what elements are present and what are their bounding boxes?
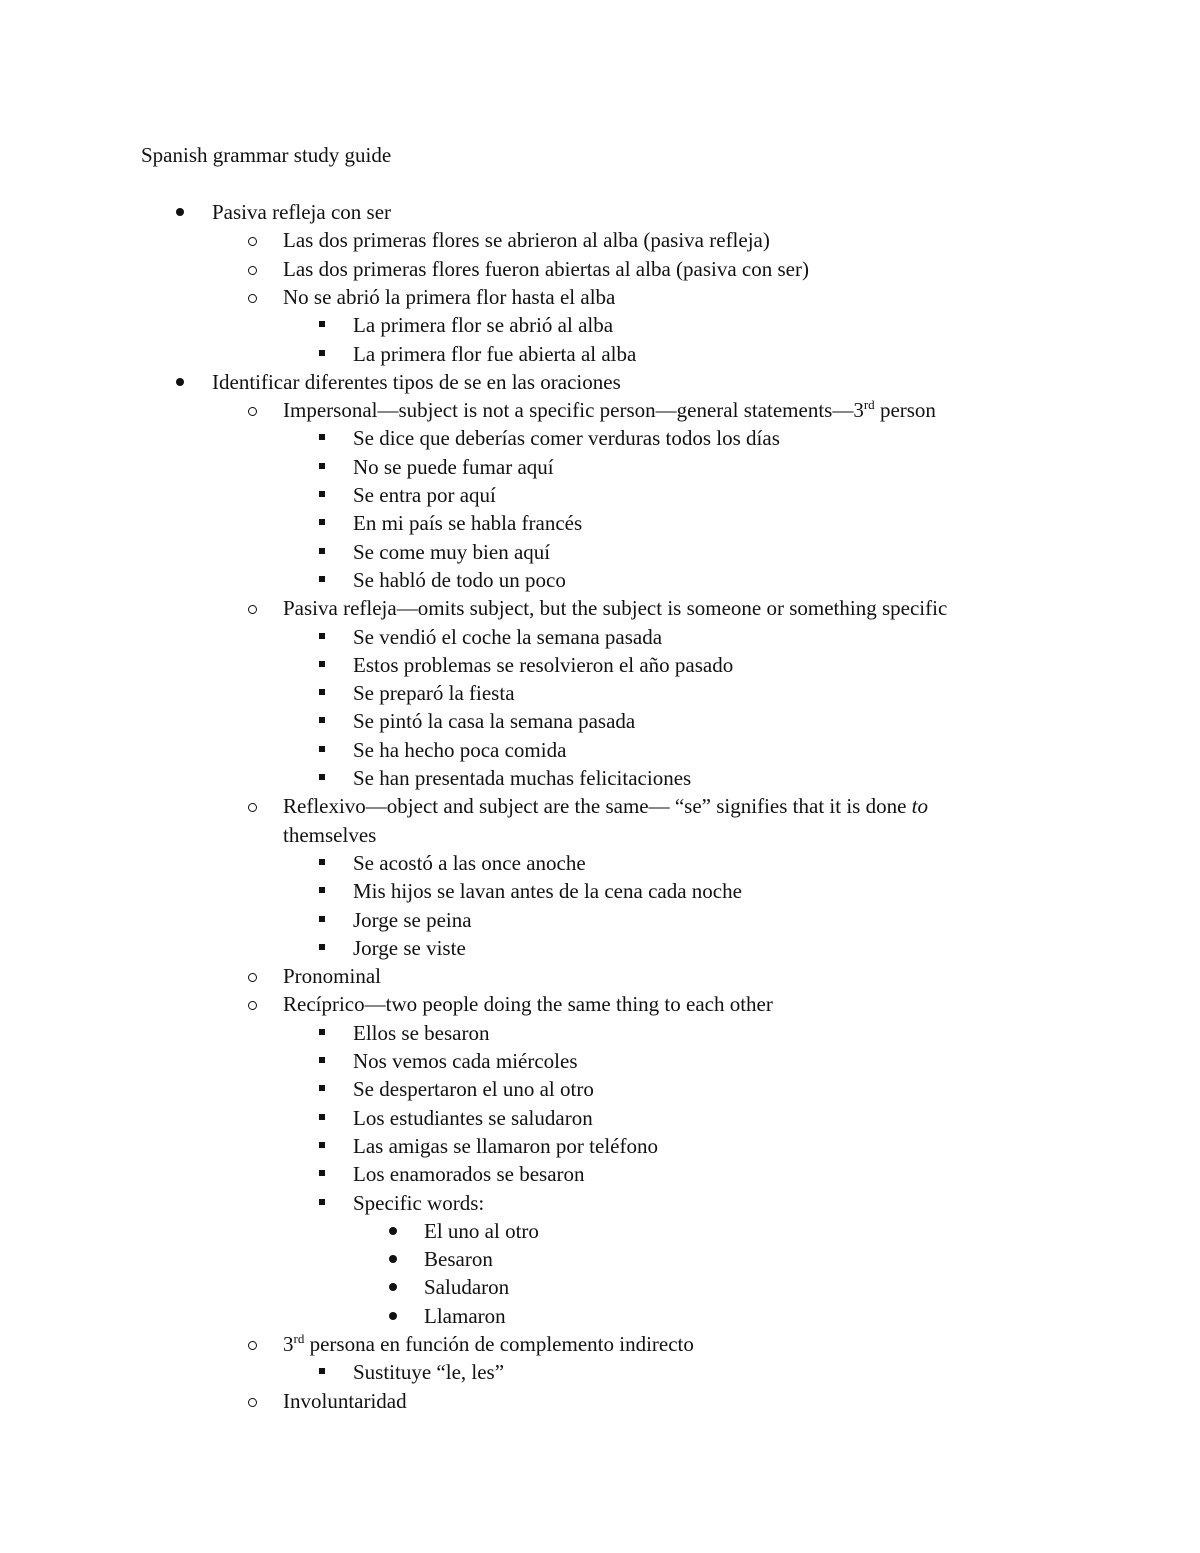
- outline-item-level-3: [0, 538, 1200, 566]
- outline-item-level-3: [0, 877, 1200, 905]
- outline-item-text: [353, 453, 554, 481]
- item-text-main: 3: [283, 1332, 294, 1356]
- outline-item-text: [283, 594, 947, 622]
- item-text-main: Jorge se peina: [353, 907, 472, 932]
- outline-item-level-4: [0, 1302, 1200, 1330]
- outline-item-level-2: [0, 255, 1200, 283]
- outline-item-text: [212, 198, 391, 226]
- item-text-main: La primera flor se abrió al alba: [353, 313, 614, 338]
- page-title: Spanish grammar study guide: [141, 143, 392, 167]
- outline-item-level-3: [0, 453, 1200, 481]
- item-text-main: Las dos primeras flores fueron abiertas al alba (pasiva con ser): [283, 256, 809, 281]
- outline-item-text: [283, 990, 773, 1018]
- outline-item-level-3: [0, 424, 1200, 452]
- outline-item-text: [353, 707, 635, 735]
- outline-item-level-1: [0, 368, 1200, 396]
- outline-item-text: [353, 1019, 489, 1047]
- outline-item-level-3: [0, 1047, 1200, 1075]
- outline-item-level-3: [0, 736, 1200, 764]
- outline-item-level-4: [0, 1245, 1200, 1273]
- item-text-main: No se abrió la primera flor hasta el alba: [283, 284, 616, 309]
- outline-item-text: [353, 1047, 578, 1075]
- outline-item-text: [424, 1217, 539, 1245]
- outline-item-level-3: [0, 906, 1200, 934]
- item-text-main: Besaron: [424, 1247, 493, 1272]
- outline-item-text: [353, 1358, 504, 1386]
- item-text-main: No se puede fumar aquí: [353, 454, 554, 479]
- outline-item-level-2: [0, 396, 1200, 424]
- outline-item-level-2: [0, 283, 1200, 311]
- outline-item-level-2: [0, 226, 1200, 254]
- outline-item-level-4: [0, 1273, 1200, 1301]
- outline-item-text: [424, 1245, 493, 1273]
- item-text-main: Se come muy bien aquí: [353, 539, 551, 564]
- item-text-main: Recíprico—two people doing the same thing to each other: [283, 992, 773, 1017]
- emphasized-word: to: [911, 794, 928, 819]
- outline-item-text: [353, 340, 636, 368]
- outline-item-level-3: [0, 849, 1200, 877]
- item-text-main: Se habló de todo un poco: [353, 567, 566, 592]
- item-text-main: Reflexivo—object and subject are the same— “se” signifies that it is done: [283, 794, 912, 819]
- outline-item-text: [283, 255, 809, 283]
- outline-item-level-3: [0, 707, 1200, 735]
- item-text-main: Se despertaron el uno al otro: [353, 1077, 594, 1102]
- outline-item-level-3: [0, 623, 1200, 651]
- outline-item-level-3: [0, 1358, 1200, 1386]
- outline-item-text: [353, 623, 662, 651]
- outline-item-level-3: [0, 934, 1200, 962]
- outline-item-text: [353, 1132, 658, 1160]
- outline-item-text: [353, 1075, 594, 1103]
- outline-item-text: [353, 679, 515, 707]
- outline-item-text: [353, 849, 586, 877]
- outline-item-text: [353, 311, 613, 339]
- item-text-main: Specific words:: [353, 1190, 485, 1215]
- item-text-main: La primera flor fue abierta al alba: [353, 341, 637, 366]
- outline-item-text: [353, 934, 466, 962]
- outline-item-text: [353, 906, 472, 934]
- outline-item-level-3: [0, 1019, 1200, 1047]
- outline-item-level-2: [0, 792, 1200, 820]
- item-text-main: Impersonal—subject is not a specific person—general statements—3: [283, 398, 864, 423]
- item-text-main: Involuntaridad: [283, 1388, 407, 1413]
- outline-item-text: [353, 481, 496, 509]
- item-text-main: Se han presentada muchas felicitaciones: [353, 766, 692, 790]
- outline-item-level-3: [0, 566, 1200, 594]
- outline-item-level-2: [0, 1330, 1200, 1358]
- outline-item-level-2: [0, 990, 1200, 1018]
- outline-item-text: [283, 792, 928, 820]
- outline-item-text: [353, 424, 780, 452]
- item-text-main: Las amigas se llamaron por teléfono: [353, 1133, 658, 1158]
- outline-item-text: [353, 736, 566, 764]
- item-text-main: Las dos primeras flores se abrieron al alba (pasiva refleja): [283, 228, 770, 253]
- item-text-main: Se ha hecho poca comida: [353, 737, 567, 762]
- outline-item-text: [424, 1273, 509, 1301]
- outline-item-text: [353, 651, 733, 679]
- item-text-main: Se pintó la casa la semana pasada: [353, 709, 636, 734]
- ordinal-suffix: rd: [293, 1331, 305, 1346]
- outline-item-text: [353, 509, 582, 537]
- outline-item-level-3: [0, 651, 1200, 679]
- item-text-main: Se acostó a las once anoche: [353, 850, 586, 875]
- item-text-main: En mi país se habla francés: [353, 511, 583, 536]
- outline-item-level-2: [0, 1387, 1200, 1415]
- outline-item-level-3: [0, 1160, 1200, 1188]
- item-text-main: Los estudiantes se saludaron: [353, 1105, 593, 1130]
- outline-item-text: [353, 1104, 593, 1132]
- outline-item-level-2: [0, 594, 1200, 622]
- item-text-main: Se preparó la fiesta: [353, 681, 515, 706]
- outline-item-level-2: [0, 821, 1200, 849]
- outline-item-level-3: [0, 1104, 1200, 1132]
- item-text-main: El uno al otro: [424, 1218, 539, 1243]
- outline-item-level-3: [0, 1132, 1200, 1160]
- item-text-main: Se dice que deberías comer verduras todos los días: [353, 426, 780, 451]
- item-text-main: Ellos se besaron: [353, 1020, 490, 1045]
- item-text-main: Nos vemos cada miércoles: [353, 1049, 578, 1073]
- outline-item-level-3: [0, 481, 1200, 509]
- outline-item-text: [353, 1160, 585, 1188]
- outline-item-text: [353, 1189, 484, 1217]
- outline-item-text: [212, 368, 621, 396]
- item-text-main: Los enamorados se besaron: [353, 1162, 585, 1187]
- outline-item-text: [353, 877, 742, 905]
- outline-item-level-1: [0, 198, 1200, 226]
- item-text-main: themselves: [283, 822, 377, 847]
- item-text-main: Pasiva refleja con ser: [212, 200, 392, 224]
- outline-item-level-3: [0, 1075, 1200, 1103]
- outline-item-text: [353, 764, 691, 792]
- outline-item-level-3: [0, 311, 1200, 339]
- item-text-main: Mis hijos se lavan antes de la cena cada noche: [353, 879, 742, 904]
- item-text-main: Saludaron: [424, 1275, 510, 1300]
- outline-item-text: [283, 396, 936, 424]
- item-text-main: Identificar diferentes tipos de se en las oraciones: [212, 369, 621, 394]
- item-text-main: Se vendió el coche la semana pasada: [353, 624, 663, 649]
- outline-item-text: [424, 1302, 506, 1330]
- outline-item-text: [283, 962, 381, 990]
- outline-item-level-3: [0, 340, 1200, 368]
- outline-item-level-3: [0, 509, 1200, 537]
- item-text-main: Jorge se viste: [353, 935, 466, 960]
- item-text-after: persona en función de complemento indirecto: [304, 1332, 694, 1356]
- item-text-after: person: [874, 398, 936, 423]
- ordinal-suffix: rd: [863, 397, 875, 413]
- outline-item-level-3: [0, 679, 1200, 707]
- outline-item-level-2: [0, 962, 1200, 990]
- outline-item-text: [283, 1330, 694, 1358]
- item-text-main: Estos problemas se resolvieron el año pasado: [353, 652, 734, 677]
- item-text-main: Pasiva refleja—omits subject, but the subject is someone or something specific: [283, 596, 948, 621]
- outline-item-level-3: [0, 764, 1200, 792]
- outline-item-text: [283, 283, 615, 311]
- item-text-main: Se entra por aquí: [353, 483, 496, 507]
- outline-item-text: [283, 226, 770, 254]
- item-text-main: Sustituye “le, les”: [353, 1360, 505, 1385]
- item-text-main: Llamaron: [424, 1303, 506, 1328]
- outline-item-text: [353, 566, 566, 594]
- outline-item-text: [283, 821, 376, 849]
- outline-item-text: [283, 1387, 407, 1415]
- item-text-main: Pronominal: [283, 964, 381, 989]
- outline-item-text: [353, 538, 550, 566]
- outline-item-level-4: [0, 1217, 1200, 1245]
- outline-item-level-3: [0, 1189, 1200, 1217]
